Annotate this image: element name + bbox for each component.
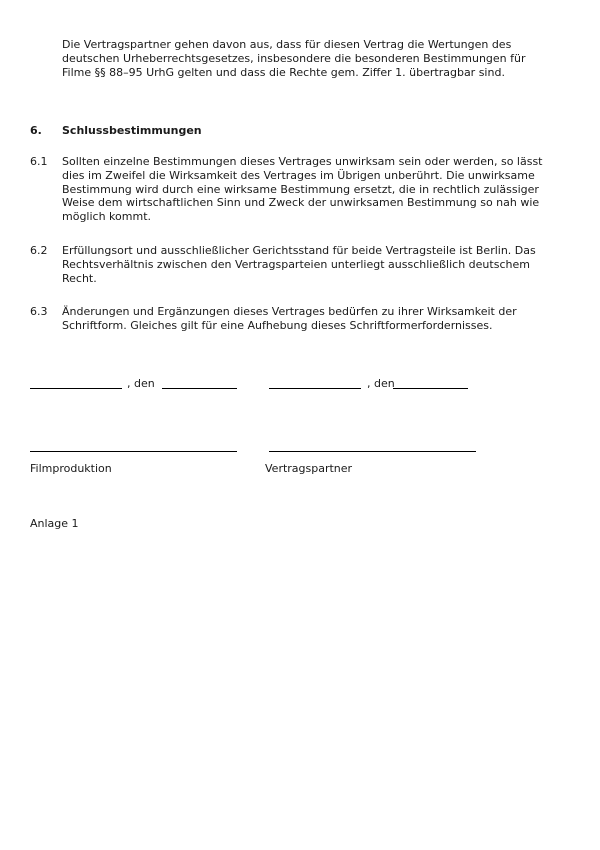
clause-text: Sollten einzelne Bestimmungen dieses Vertrages unwirksam sein oder werden, so lässt dies im Zweifel die Wirksamkeit des Vertrages im Übrigen unberührt. Die unwirksame Bestimmung wird durch eine wirksame Bestimmung ersetzt, die in rechtlich zulässiger Weise dem wirtschaftlichen Sinn und Zweck der unwirksamen Bestimmung so nah wie möglich kommt.	[62, 155, 543, 224]
date-line-left	[162, 388, 237, 389]
date-label-right: , den	[367, 377, 395, 390]
clause-text: Erfüllungsort und ausschließlicher Gerichtsstand für beide Vertragsteile ist Berlin. Das Rechtsverhältnis zwischen den Vertragsparteien unterliegt ausschließlich deutschem Recht.	[62, 244, 536, 285]
signature-line-left	[30, 451, 237, 452]
clause-number: 6.1	[30, 155, 48, 168]
signature-line-right	[269, 451, 476, 452]
clause-text: Änderungen und Ergänzungen dieses Vertrages bedürfen zu ihrer Wirksamkeit der Schriftform. Gleiches gilt für eine Aufhebung dieses Schriftformerfordernisses.	[62, 305, 517, 332]
place-line-left	[30, 388, 122, 389]
signature-label-right: Vertragspartner	[265, 462, 353, 475]
date-label-left: , den	[127, 377, 155, 390]
section-number: 6.	[30, 124, 42, 137]
place-line-right	[269, 388, 361, 389]
clause-number: 6.3	[30, 305, 48, 318]
section-title: Schlussbestimmungen	[62, 124, 202, 137]
clause-number: 6.2	[30, 244, 48, 257]
attachment-label: Anlage 1	[30, 517, 79, 530]
signature-label-left: Filmproduktion	[30, 462, 112, 475]
intro-paragraph: Die Vertragspartner gehen davon aus, dass für diesen Vertrag die Wertungen des deutschen Urheberrechtsgesetzes, insbesondere die besonderen Bestimmungen für Filme §§ 88–95 UrhG gelten und dass die Rechte gem. Ziffer 1. übertragbar sind.	[62, 38, 526, 79]
date-line-right	[393, 388, 468, 389]
